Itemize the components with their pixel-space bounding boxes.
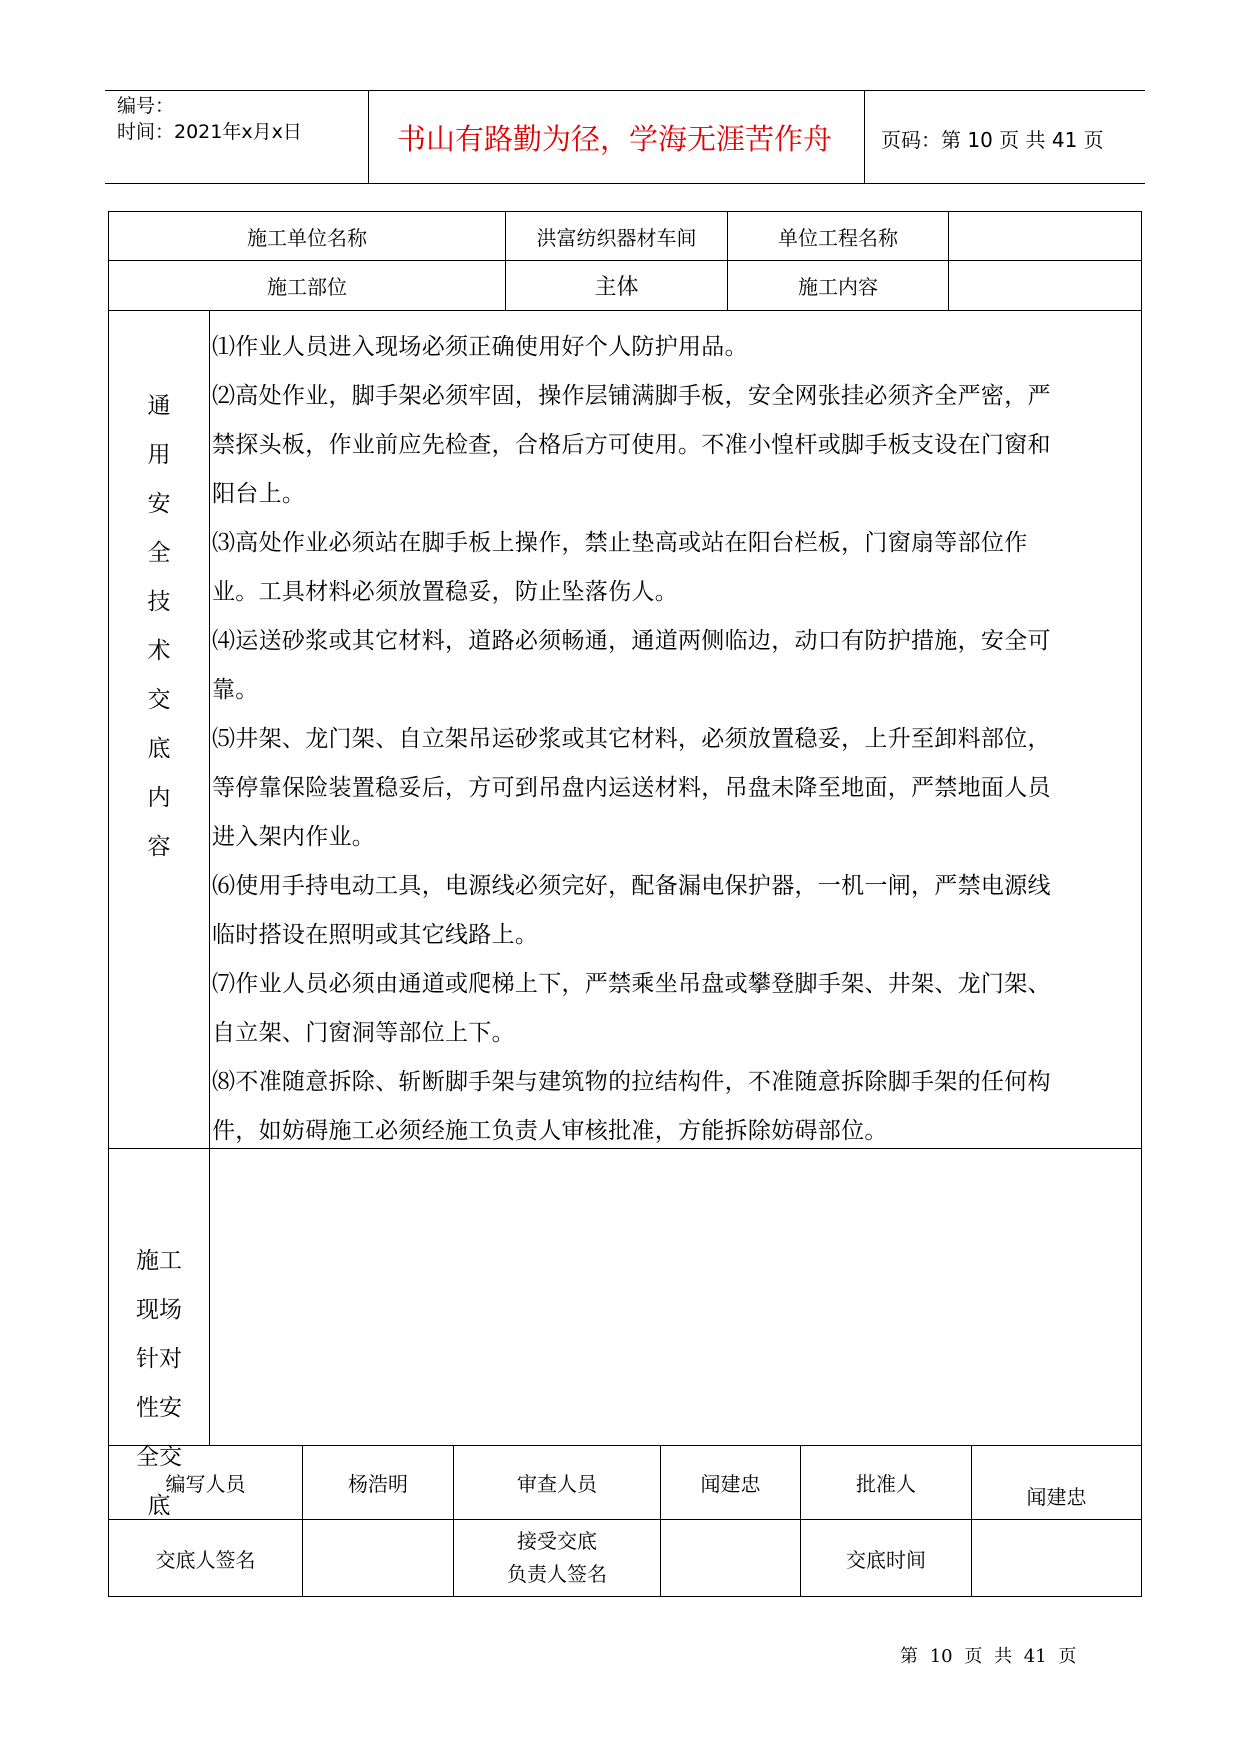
- header-meta: [105, 91, 369, 183]
- briefer-signature-value: [302, 1519, 453, 1596]
- project-name-label: 单位工程名称: [727, 212, 948, 260]
- safety-item: ⑺作业人员必须由通道或爬梯上下，严禁乘坐吊盘或攀登脚手架、井架、龙门架、自立架、门窗洞等部位上下。: [212, 971, 1051, 1046]
- specific-safety-content-cell: [209, 1148, 1141, 1445]
- safety-item: ⑷运送砂浆或其它材料，道路必须畅通，通道两侧临边，动口有防护措施，安全可靠。: [212, 628, 1051, 703]
- label-char: 安: [147, 491, 171, 517]
- label-char: 用: [147, 442, 171, 468]
- receiver-label-line-2: 负责人签名: [507, 1562, 607, 1586]
- general-safety-vertical-label: [109, 382, 209, 872]
- label-char: 通: [147, 393, 171, 419]
- receiver-label-line-1: 接受交底: [517, 1529, 597, 1553]
- approver-value: 闻建忠: [971, 1445, 1141, 1519]
- label-char: 技: [147, 589, 171, 615]
- unit-name-label: 施工单位名称: [247, 225, 367, 250]
- document-time-label: 时间：2021年x月x日: [117, 121, 302, 143]
- header-page-info: [865, 91, 1145, 183]
- project-name-value: [948, 212, 1141, 260]
- label-line: 针对: [136, 1346, 182, 1372]
- general-safety-items: [212, 323, 1072, 1156]
- label-line: 底: [147, 1493, 171, 1519]
- page-info-text: 页码：第 10 页 共 41 页: [881, 128, 1104, 152]
- briefer-signature-label: 交底人签名: [109, 1519, 302, 1596]
- page-footer: 第 10 页 共 41 页: [900, 1646, 1077, 1667]
- safety-item: ⑵高处作业，脚手架必须牢固，操作层铺满脚手板，安全网张挂必须齐全严密，严禁探头板，作业前应先检查，合格后方可使用。不准小惶杆或脚手板支设在门窗和阳台上。: [212, 383, 1051, 507]
- label-char: 全: [147, 540, 171, 566]
- approver-label: 批准人: [800, 1445, 971, 1519]
- label-line: 现场: [136, 1297, 182, 1323]
- receiver-signature-label: [453, 1519, 660, 1596]
- header-motto: [369, 91, 865, 183]
- safety-item: ⑶高处作业必须站在脚手板上操作，禁止垫高或站在阳台栏板，门窗扇等部位作业。工具材料必须放置稳妥，防止坠落伤人。: [212, 530, 1028, 605]
- reviewer-label: 审查人员: [453, 1445, 660, 1519]
- safety-item: ⑹使用手持电动工具，电源线必须完好，配备漏电保护器，一机一闸，严禁电源线临时搭设在照明或其它线路上。: [212, 873, 1051, 948]
- briefing-time-label: 交底时间: [800, 1519, 971, 1596]
- construction-part-label: 施工部位: [109, 260, 505, 310]
- label-char: 容: [147, 834, 171, 860]
- briefing-time-value: [971, 1519, 1141, 1596]
- writer-label: 编写人员: [109, 1445, 302, 1519]
- specific-safety-vertical-label: [109, 1237, 209, 1531]
- page-header: [105, 90, 1145, 184]
- motto-text: 书山有路勤为径，学海无涯苦作舟: [397, 122, 833, 156]
- writer-value: 杨浩明: [302, 1445, 453, 1519]
- construction-content-label: 施工内容: [727, 260, 948, 310]
- construction-content-value: [948, 260, 1141, 310]
- label-char: 内: [147, 785, 171, 811]
- label-char: 交: [147, 687, 171, 713]
- unit-name-value: 洪富纺织器材车间: [505, 212, 727, 260]
- receiver-signature-value: [660, 1519, 800, 1596]
- label-char: 术: [147, 638, 171, 664]
- document-number-label: 编号：: [117, 95, 175, 117]
- label-line: 全交: [136, 1444, 182, 1470]
- safety-item: ⑸井架、龙门架、自立架吊运砂浆或其它材料，必须放置稳妥，上升至卸料部位，等停靠保险装置稳妥后，方可到吊盘内运送材料，吊盘未降至地面，严禁地面人员进入架内作业。: [212, 726, 1051, 850]
- construction-part-value: 主体: [505, 260, 727, 310]
- safety-item: ⑻不准随意拆除、斩断脚手架与建筑物的拉结构件，不准随意拆除脚手架的任何构件，如妨碍施工必须经施工负责人审核批准，方能拆除妨碍部位。: [212, 1069, 1051, 1144]
- safety-item: ⑴作业人员进入现场必须正确使用好个人防护用品。: [212, 334, 748, 360]
- label-char: 底: [147, 736, 171, 762]
- label-line: 施工: [136, 1248, 182, 1274]
- reviewer-value: 闻建忠: [660, 1445, 800, 1519]
- label-line: 性安: [136, 1395, 182, 1421]
